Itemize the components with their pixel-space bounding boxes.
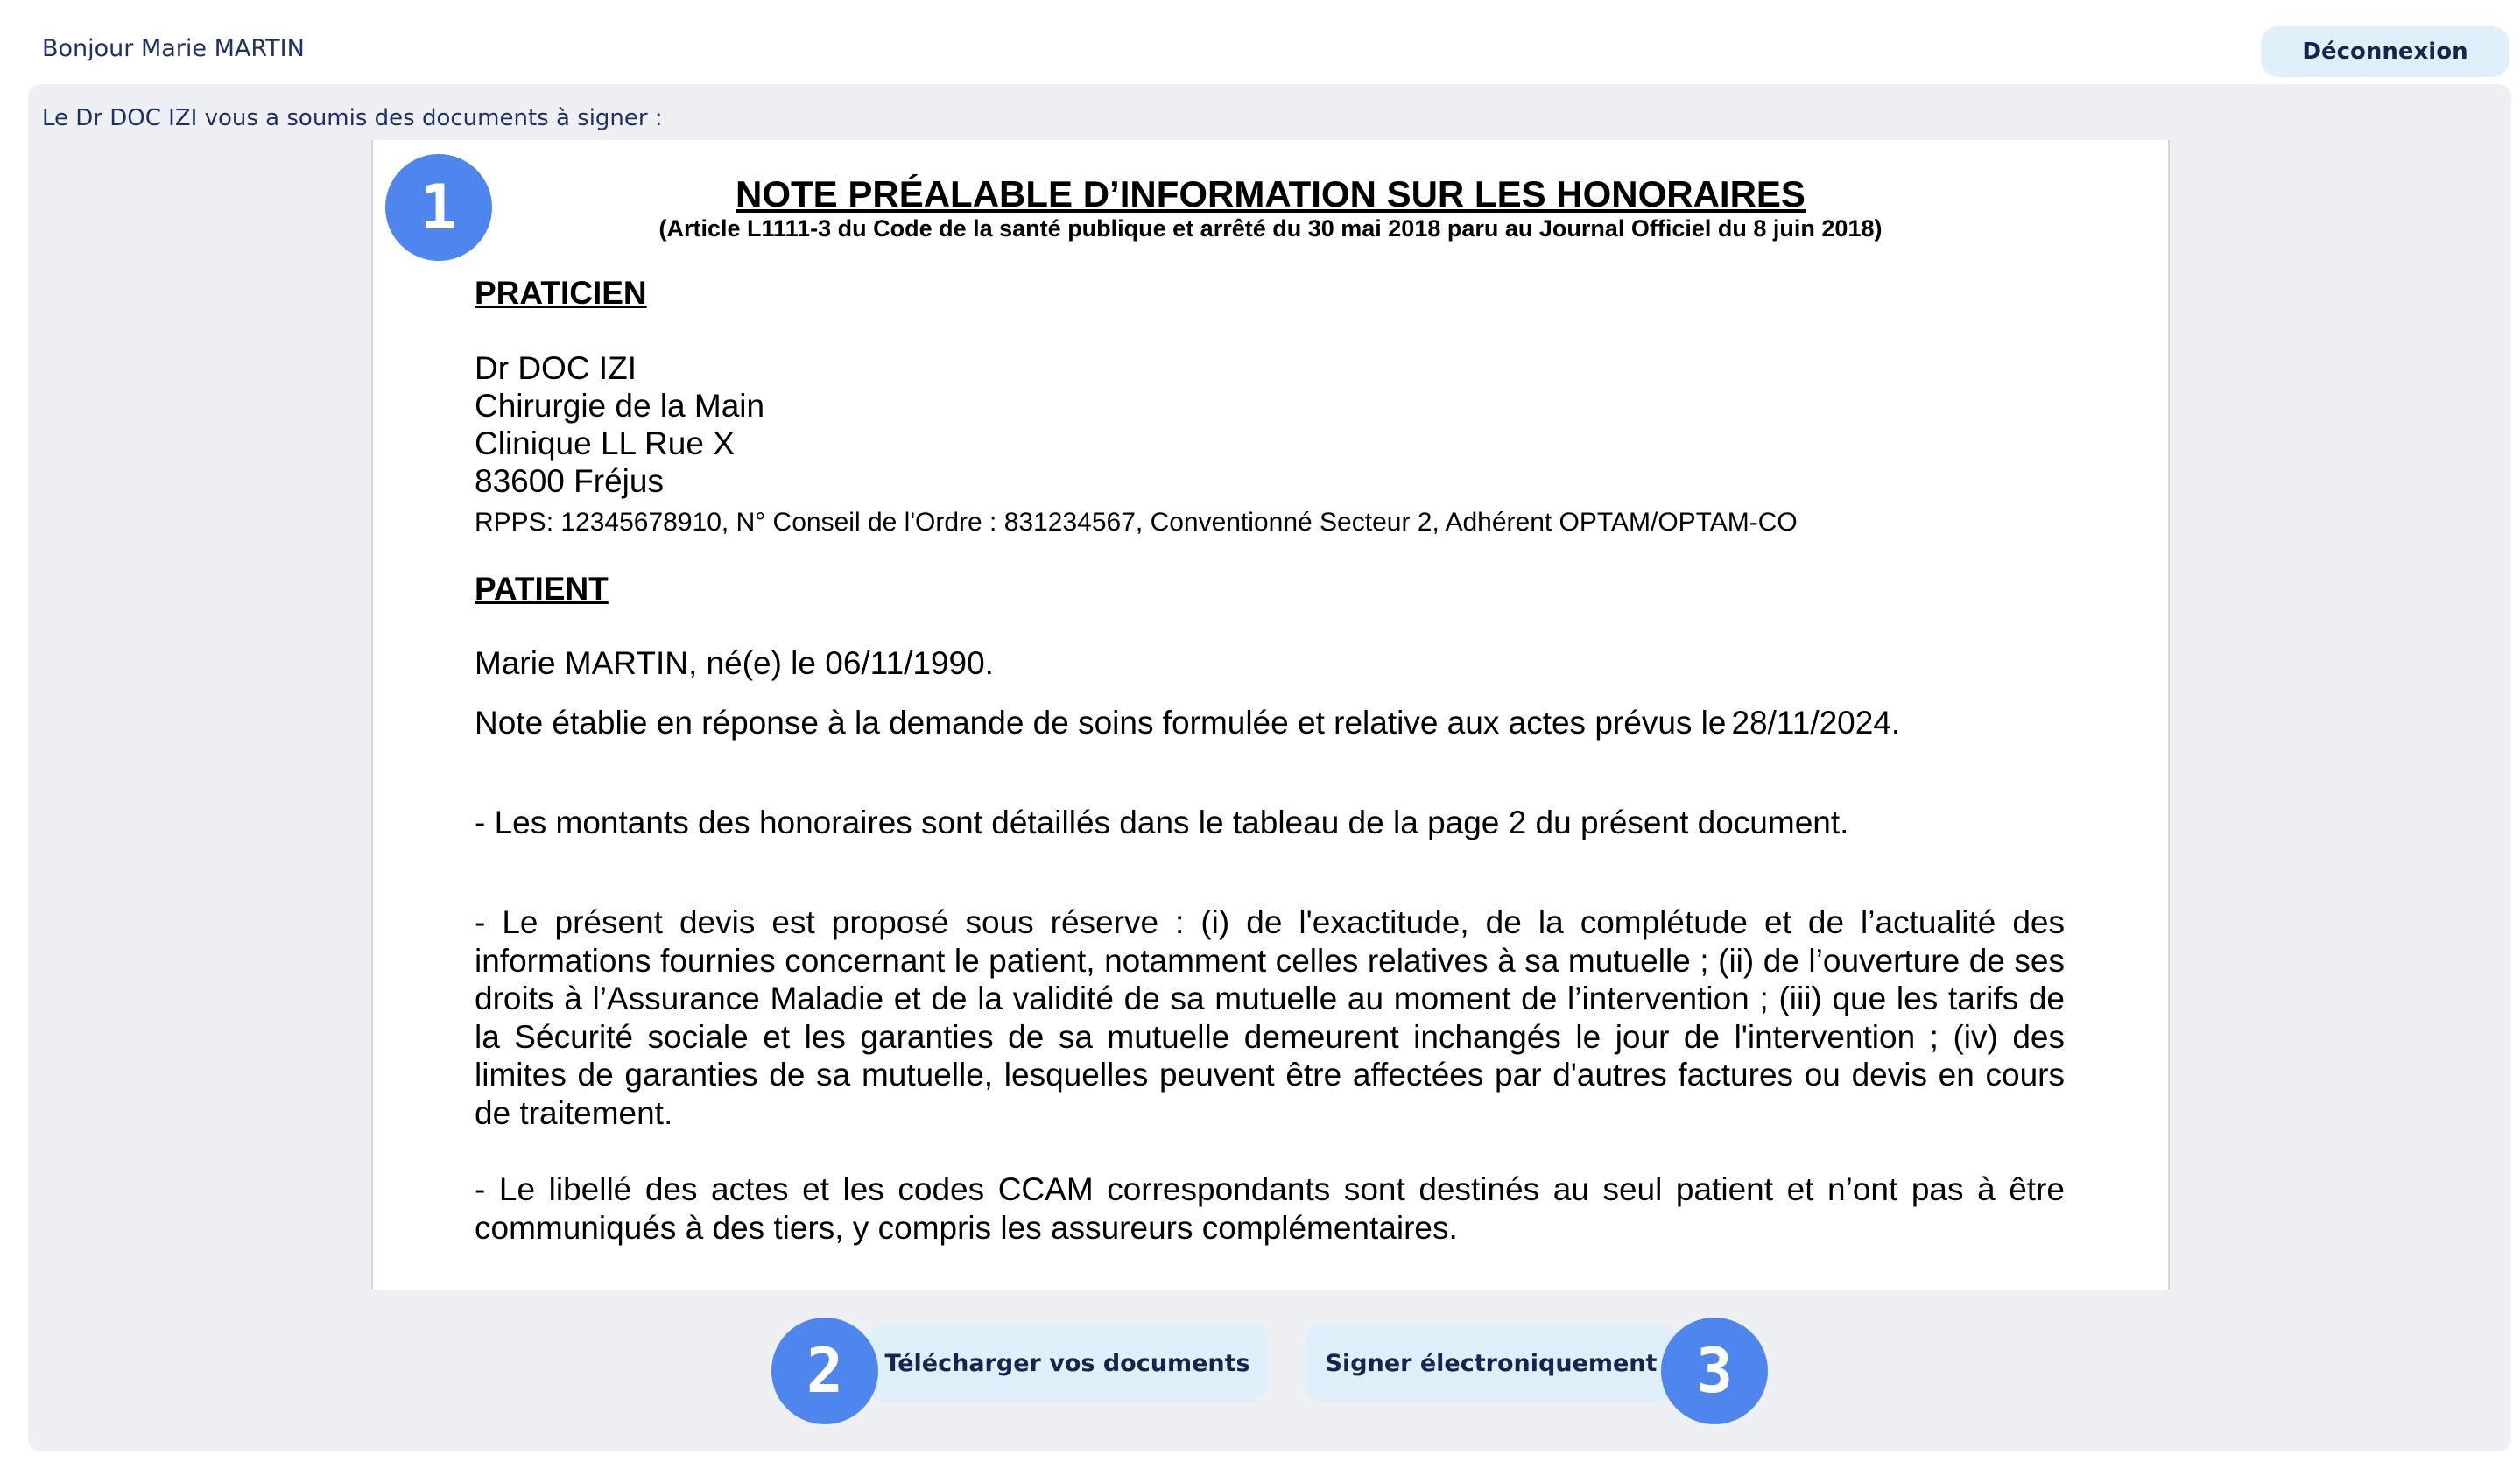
logout-button[interactable]: Déconnexion [2261,26,2509,77]
praticien-specialty: Chirurgie de la Main [475,388,765,424]
document-preview[interactable] [371,140,2170,1290]
step-1-badge: 1 [385,154,492,261]
download-documents-button[interactable]: Télécharger vos documents [867,1325,1268,1402]
greeting-text: Bonjour Marie MARTIN [42,35,305,62]
praticien-heading: PRATICIEN [475,275,647,311]
document-subtitle: (Article L1111-3 du Code de la santé publique et arrêté du 30 mai 2018 paru au Journal Officiel du 8 juin 2018) [658,215,1883,242]
praticien-city: 83600 Fréjus [475,463,664,499]
bullet-reserve: - Le présent devis est proposé sous réserve : (i) de l'exactitude, de la complétude et de l’actualité des informations fournies concernant le patient, notamment celles relatives à sa mutuelle ; (ii) de l’ouverture de ses droits à l’Assurance Maladie et de la validité de sa mutuelle au moment de l’intervention ; (iii) que les tarifs de la Sécurité sociale et les garanties de sa mutuelle demeurent inchangés le jour de l'intervention ; (iv) des limites de garanties de sa mutuelle, lesquelles peuvent être affectées par d'autres factures ou devis en cours de traitement. [475,904,2065,1131]
sign-electronically-button[interactable]: Signer électroniquement [1305,1325,1678,1402]
step-3-badge: 3 [1661,1318,1768,1424]
praticien-clinic: Clinique LL Rue X [475,425,735,461]
intro-text: Le Dr DOC IZI vous a soumis des documents à signer : [42,105,663,131]
praticien-name: Dr DOC IZI [475,350,637,386]
bullet-ccam: - Le libellé des actes et les codes CCAM correspondants sont destinés au seul patient et n’ont pas à être communiqués à des tiers, y compris les assureurs complémentaires. [475,1171,2065,1246]
document-title: NOTE PRÉALABLE D’INFORMATION SUR LES HONORAIRES [736,173,1806,214]
note-context [475,705,1900,742]
patient-heading: PATIENT [475,571,609,607]
step-2-badge: 2 [771,1318,878,1424]
note-suffix: . [1890,705,1901,741]
praticien-identifiers: RPPS: 12345678910, N° Conseil de l'Ordre : 831234567, Conventionné Secteur 2, Adhérent OPTAM/OPTAM-CO [475,508,1798,537]
note-date: 28/11/2024 [1731,705,1891,741]
note-prefix: Note établie en réponse à la demande de soins formulée et relative aux actes prévus le [475,705,1727,741]
bullet-honoraires: - Les montants des honoraires sont détaillés dans le tableau de la page 2 du présent document. [475,805,1849,840]
patient-identity: Marie MARTIN, né(e) le 06/11/1990. [475,645,994,681]
